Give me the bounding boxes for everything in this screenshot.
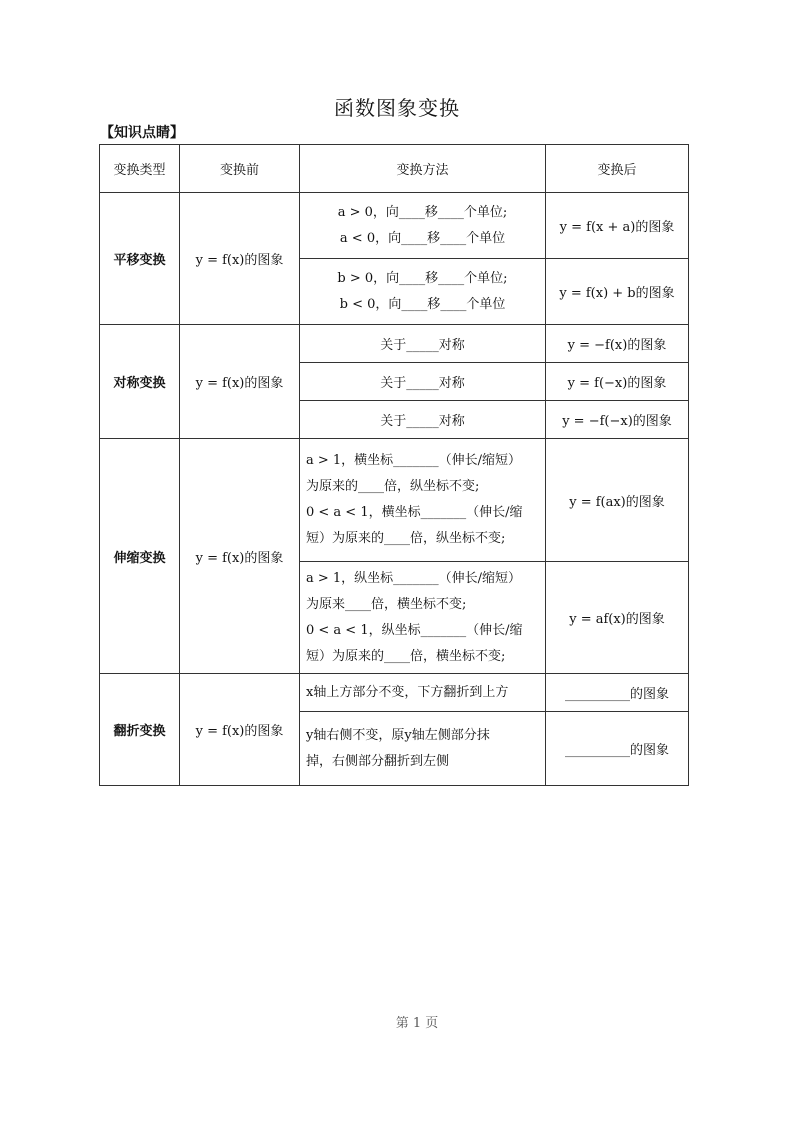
- method-line: 短）为原来的____倍，纵坐标不变;: [306, 531, 506, 546]
- table-row: [100, 325, 689, 363]
- after-cell: y = f(ax)的图象: [546, 439, 689, 562]
- method-cell: [300, 193, 546, 259]
- method-cell: 关于_____对称: [300, 325, 546, 363]
- header-before: 变换前: [180, 145, 300, 193]
- after-cell: y = −f(−x)的图象: [546, 401, 689, 439]
- after-cell: __________的图象: [546, 712, 689, 786]
- method-cell: 关于_____对称: [300, 363, 546, 401]
- method-line: a > 0，向____移____个单位;: [337, 204, 508, 220]
- page-number: 第 1 页: [395, 1016, 439, 1031]
- group-before-translate: y = f(x)的图象: [180, 193, 300, 325]
- method-cell: [300, 439, 546, 562]
- group-before-symmetry: y = f(x)的图象: [180, 325, 300, 439]
- after-cell: y = f(x) + b的图象: [546, 259, 689, 325]
- after-cell: y = f(x + a)的图象: [546, 193, 689, 259]
- method-cell: x轴上方部分不变，下方翻折到上方: [300, 674, 546, 712]
- method-line: b < 0，向____移____个单位: [339, 296, 506, 312]
- group-before-stretch: y = f(x)的图象: [180, 439, 300, 674]
- method-line: 短）为原来的____倍，横坐标不变;: [306, 648, 506, 664]
- group-type-stretch: 伸缩变换: [100, 439, 180, 674]
- section-label: 【知识点睛】: [100, 125, 184, 141]
- method-line: 为原来的____倍，纵坐标不变;: [306, 479, 480, 494]
- method-cell: [300, 259, 546, 325]
- table-row: [100, 674, 689, 712]
- after-cell: y = f(−x)的图象: [546, 363, 689, 401]
- table-row: [100, 193, 689, 259]
- method-line: 0 < a < 1，纵坐标_______（伸长/缩: [306, 622, 523, 638]
- method-cell: [300, 562, 546, 674]
- table-header-row: [100, 145, 689, 193]
- page-title: 函数图象变换: [334, 96, 460, 120]
- group-type-symmetry: 对称变换: [100, 325, 180, 439]
- method-line: y轴右侧不变，原y轴左侧部分抹: [306, 727, 490, 743]
- method-cell: [300, 712, 546, 786]
- after-cell: y = af(x)的图象: [546, 562, 689, 674]
- method-cell: 关于_____对称: [300, 401, 546, 439]
- method-line: 为原来____倍，横坐标不变;: [306, 596, 467, 612]
- header-method: 变换方法: [300, 145, 546, 193]
- header-after: 变换后: [546, 145, 689, 193]
- group-type-fold: 翻折变换: [100, 674, 180, 786]
- table-row: [100, 439, 689, 562]
- method-line: a < 0，向____移____个单位: [339, 230, 506, 246]
- method-line: b > 0，向____移____个单位;: [337, 270, 508, 286]
- method-line: 掉，右侧部分翻折到左侧: [306, 753, 450, 769]
- transform-table: [99, 144, 689, 786]
- group-type-translate: 平移变换: [100, 193, 180, 325]
- method-line: 0 < a < 1，横坐标_______（伸长/缩: [306, 505, 523, 520]
- after-cell: y = −f(x)的图象: [546, 325, 689, 363]
- method-line: a > 1，横坐标_______（伸长/缩短）: [306, 453, 522, 468]
- method-line: a > 1，纵坐标_______（伸长/缩短）: [306, 570, 522, 586]
- group-before-fold: y = f(x)的图象: [180, 674, 300, 786]
- header-type: 变换类型: [100, 145, 180, 193]
- after-cell: __________的图象: [546, 674, 689, 712]
